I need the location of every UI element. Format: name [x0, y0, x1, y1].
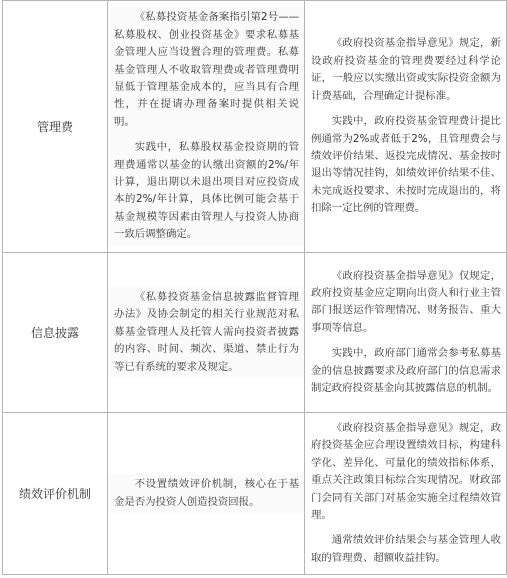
paragraph: 《私募投资基金备案指引第2号——私募股权、创业投资基金》要求私募基金管理人应当设置合理的管理费。私募基金管理人不收取管理费或者管理费明显低于管理基金成本的，应当具有合理性，并在提请办理备案时提供相关说明。: [114, 11, 299, 128]
government-fund-cell: [305, 1, 507, 253]
private-fund-cell: [108, 413, 305, 575]
paragraph: 实践中，政府投资基金管理费计提比例通常为2%或者低于2%，且管理费会与绩效评价结果、返投完成情况、基金按时退出等情况挂钩，如绩效评价结果不佳、未完成返投要求、未按时完成退出的，将扣除一定比例的管理费。: [311, 115, 501, 215]
table-row-information-disclosure: [3, 253, 507, 413]
paragraph: 《私募投资基金信息披露监督管理办法》及协会制定的相关行业规范对私募基金管理人及托管人需向投资者披露的内容、时间、频次、渠道、禁止行为等已有系统的要求及规定。: [114, 290, 299, 373]
row-label-information-disclosure: 信息披露: [3, 253, 108, 413]
paragraph: 实践中，私募股权基金投资期的管理费通常以基金的认缴出资额的2%/年计算，退出期以未退出项目对应投资成本的2%/年计算，具体比例可能会基于基金规模等因素由管理人与投资人协商一致后调整确定。: [114, 141, 299, 241]
private-fund-cell: [108, 1, 305, 253]
table-row-performance-evaluation: [3, 413, 507, 575]
government-fund-cell: [305, 253, 507, 413]
comparison-table: [2, 0, 507, 575]
paragraph: 《政府投资基金指导意见》仅规定，政府投资基金应定期向出资人和行业主管部门报送运作管理情况、财务报告、重大事项等信息。: [311, 269, 501, 334]
table-row-management-fee: [3, 1, 507, 253]
row-label-management-fee: 管理费: [3, 1, 108, 253]
paragraph: 《政府投资基金指导意见》规定，新设政府投资基金的管理费要经过科学论证，一般应以实缴出资或实际投资金额为计费基础，合理确定计提标准。: [311, 37, 501, 102]
paragraph: 《政府投资基金指导意见》规定，政府投资基金应合理设置绩效目标，构建科学化、差异化、可量化的绩效指标体系，重点关注政策目标综合实现情况。财政部门会同有关部门对基金实施全过程绩效管理。: [311, 421, 501, 521]
row-label-performance-evaluation: 绩效评价机制: [3, 413, 108, 575]
paragraph: 不设置绩效评价机制，核心在于基金是否为投资人创造投资回报。: [114, 478, 299, 508]
government-fund-cell: [305, 413, 507, 575]
paragraph: 通常绩效评价结果会与基金管理人收取的管理费、超额收益挂钩。: [311, 534, 501, 564]
private-fund-cell: [108, 253, 305, 413]
paragraph: 实践中，政府部门通常会参考私募基金的信息披露要求及政府部门的信息需求制定政府投资基金向其披露信息的机制。: [311, 347, 501, 395]
